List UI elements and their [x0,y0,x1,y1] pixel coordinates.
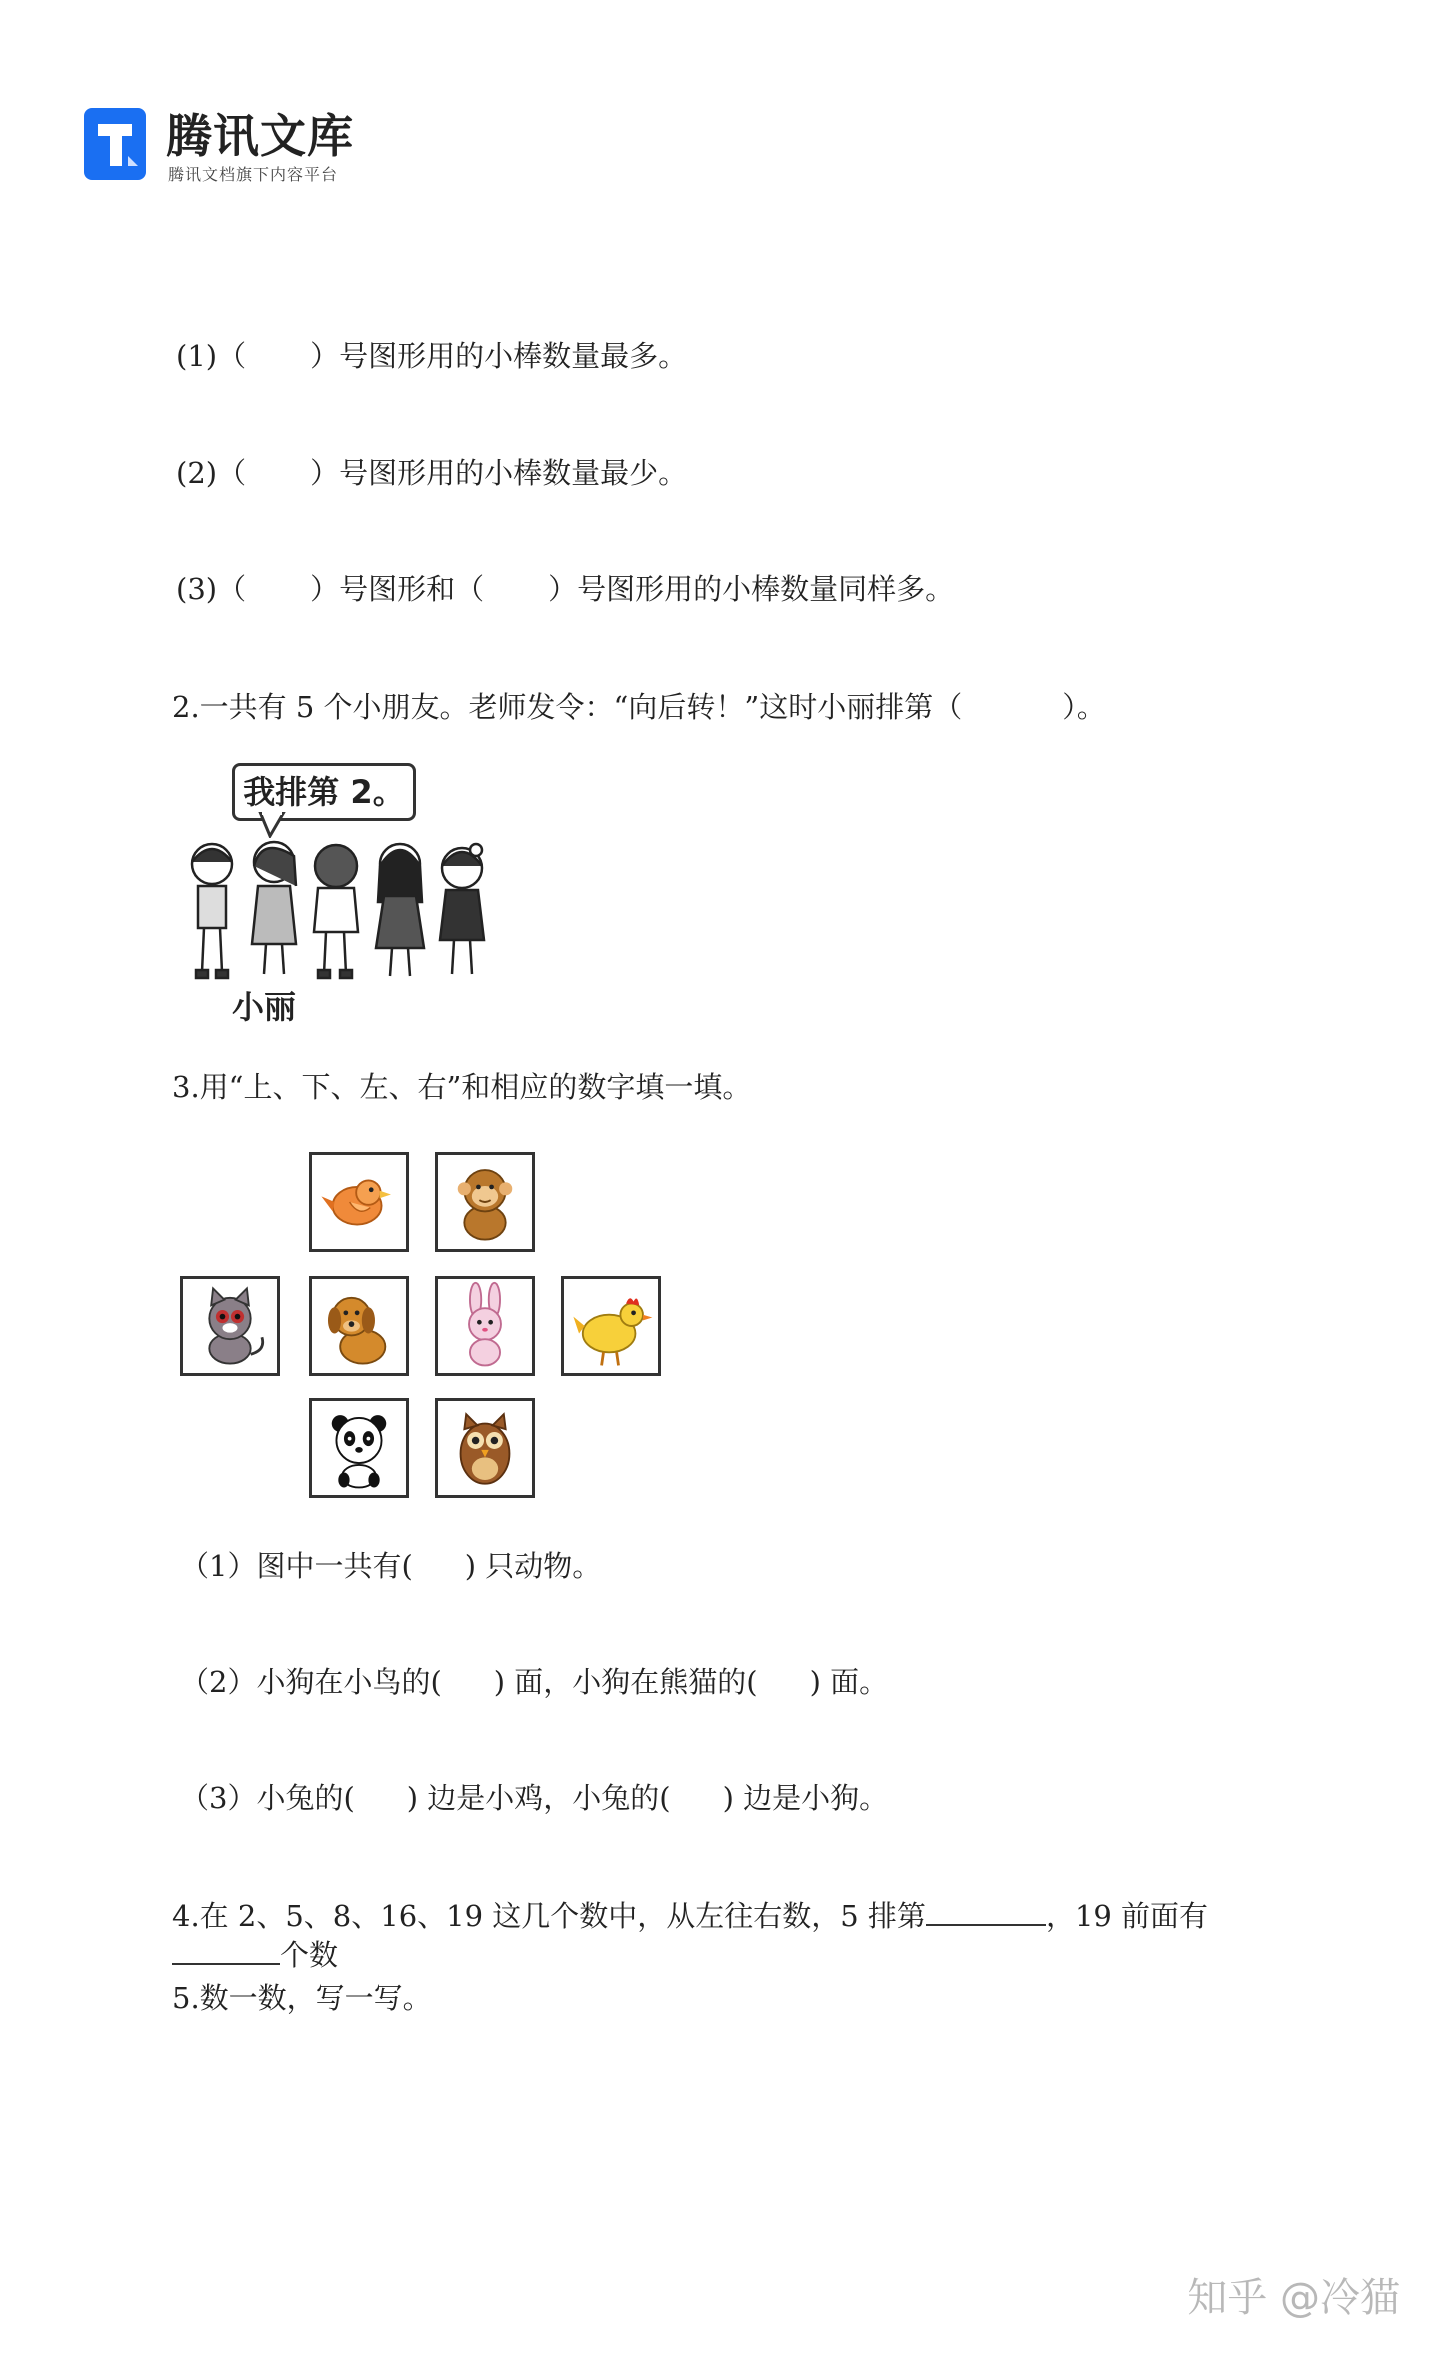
q3-sub1 [180,1544,601,1585]
q1-sub1-text: ）号图形用的小棒数量最多。 [310,339,688,373]
q2-text-after: ）。 [1062,690,1106,724]
q1-sub3-label: (3) [176,572,218,606]
q1-sub3-text: ）号图形用的小棒数量同样多。 [548,572,955,606]
chicken-icon [564,1279,658,1373]
q1-sub3-mid: ）号图形和（ [310,572,485,606]
children-line-illustration [172,836,502,986]
q3-sub3-after: ) 边是小狗。 [722,1781,889,1815]
q4-line2 [172,1933,338,1974]
q4-line1-after: ，19 前面有 [1045,1899,1209,1933]
q2-text-before: 2.一共有 5 个小朋友。老师发令：“向后转！”这时小丽排第（ [172,690,963,724]
rabbit-cell [435,1276,535,1376]
q1-sub2 [176,451,687,492]
q1-sub3 [176,567,954,608]
q3-sub2-after: ) 面。 [809,1665,889,1699]
q3-sub2-before: （2）小狗在小鸟的( [180,1665,442,1699]
speech-bubble-tail [258,812,288,838]
dog-icon [312,1279,406,1373]
brand-name: 腾讯文库 [166,109,354,163]
q3-sub2 [180,1660,888,1701]
monkey-cell [435,1152,535,1252]
panda-cell [309,1398,409,1498]
child-5 [440,844,484,974]
q3-sub2-mid: ) 面，小狗在熊猫的( [493,1665,758,1699]
child-4 [376,844,424,976]
cat-cell [180,1276,280,1376]
owl-cell [435,1398,535,1498]
q1-sub2-text: ）号图形用的小棒数量最少。 [310,456,688,490]
q1-sub1-open: （ [217,339,247,373]
q1-sub2-label: (2) [176,456,218,490]
q3-title: 3.用“上、下、左、右”和相应的数字填一填。 [172,1070,752,1104]
q3-sub3-mid: ) 边是小鸡，小兔的( [406,1781,671,1815]
dog-cell [309,1276,409,1376]
tencent-wenku-logo-icon [84,108,146,180]
q3-sub1-after: ) 只动物。 [464,1549,602,1583]
q1-sub1 [176,334,687,375]
speech-bubble: 我排第 2。 [232,763,416,821]
q2-text [172,685,1106,726]
panda-icon [312,1401,406,1495]
q3-sub1-before: （1）图中一共有( [180,1549,413,1583]
child-1 [192,844,232,978]
q3-sub3 [180,1776,888,1817]
q4-blank-1[interactable] [926,1920,1046,1926]
q4-line2-after: 个数 [280,1938,339,1972]
brand-tagline: 腾讯文档旗下内容平台 [168,165,339,184]
chicken-cell [561,1276,661,1376]
q1-sub1-label: (1) [176,339,218,373]
bird-cell [309,1152,409,1252]
q1-sub2-open: （ [217,456,247,490]
zhihu-watermark: 知乎 @冷猫 [1187,2275,1400,2321]
q4-line1-before: 4.在 2、5、8、16、19 这几个数中，从左往右数，5 排第 [172,1899,926,1933]
child-2 [252,842,296,974]
child-3 [314,845,358,978]
monkey-icon [438,1155,532,1249]
q3-sub3-before: （3）小兔的( [180,1781,355,1815]
bird-icon [312,1155,406,1249]
q4-blank-2[interactable] [172,1959,280,1965]
owl-icon [438,1401,532,1495]
child-label-xiaoli: 小丽 [232,988,297,1026]
q1-sub3-open: （ [217,572,247,606]
rabbit-icon [438,1279,532,1373]
q5-title: 5.数一数，写一写。 [172,1981,432,2015]
cat-icon [183,1279,277,1373]
q4-line1 [172,1894,1208,1935]
